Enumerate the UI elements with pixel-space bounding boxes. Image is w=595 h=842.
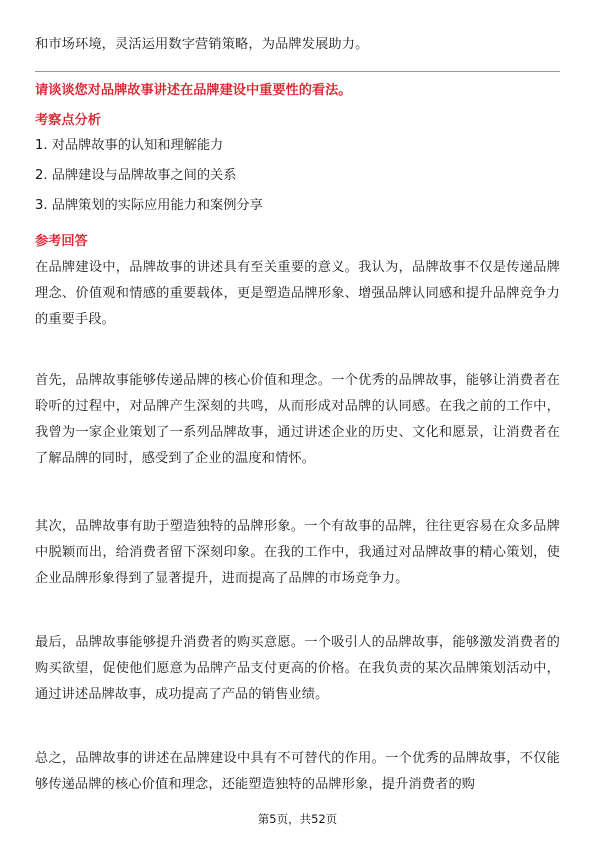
answer-paragraph: 最后，品牌故事能够提升消费者的购买意愿。一个吸引人的品牌故事，能够激发消费者的购买欲望，促使他们愿意为品牌产品支付更高的价格。在我负责的某次品牌策划活动中，通过讲述品牌故事，成功提高了产品的销售业绩。 [35, 635, 560, 702]
question-title: 请谈谈您对品牌故事讲述在品牌建设中重要性的看法。 [35, 83, 352, 98]
analysis-item: 1. 对品牌故事的认知和理解能力 [35, 138, 224, 153]
answer-paragraph: 首先，品牌故事能够传递品牌的核心价值和理念。一个优秀的品牌故事，能够让消费者在聆听的过程中，对品牌产生深刻的共鸣，从而形成对品牌的认同感。在我之前的工作中，我曾为一家企业策划了一系列品牌故事，通过讲述企业的历史、文化和愿景，让消费者在了解品牌的同时，感受到了企业的温度和情怀。 [35, 373, 560, 466]
answer-heading: 参考回答 [35, 234, 88, 249]
analysis-item: 3. 品牌策划的实际应用能力和案例分享 [35, 198, 263, 213]
section-divider [35, 71, 560, 72]
answer-paragraph: 其次，品牌故事有助于塑造独特的品牌形象。一个有故事的品牌，往往更容易在众多品牌中脱颖而出，给消费者留下深刻印象。在我的工作中，我通过对品牌故事的精心策划，使企业品牌形象得到了显著提升，进而提高了品牌的市场竞争力。 [35, 519, 560, 586]
answer-paragraph: 总之，品牌故事的讲述在品牌建设中具有不可替代的作用。一个优秀的品牌故事，不仅能够传递品牌的核心价值和理念，还能塑造独特的品牌形象，提升消费者的购 [35, 751, 560, 792]
analysis-heading: 考察点分析 [35, 113, 101, 128]
answer-paragraph: 在品牌建设中，品牌故事的讲述具有至关重要的意义。我认为，品牌故事不仅是传递品牌理念、价值观和情感的重要载体，更是塑造品牌形象、增强品牌认同感和提升品牌竞争力的重要手段。 [35, 260, 560, 327]
intro-text: 和市场环境，灵活运用数字营销策略，为品牌发展助力。 [35, 37, 369, 52]
page-number-footer: 第5页，共52页 [257, 812, 338, 826]
analysis-item: 2. 品牌建设与品牌故事之间的关系 [35, 168, 237, 183]
